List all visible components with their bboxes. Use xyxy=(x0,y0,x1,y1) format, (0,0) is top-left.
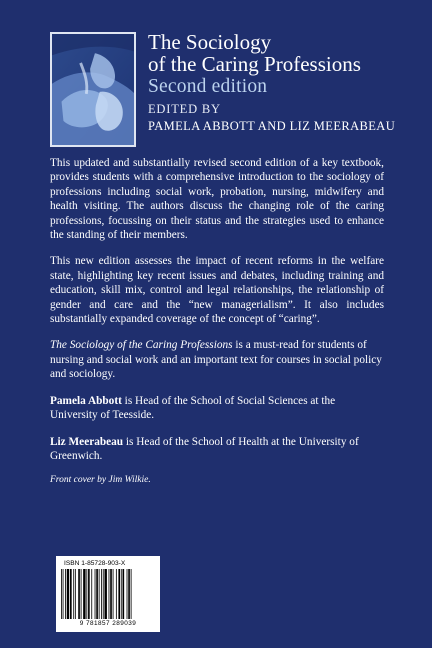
editors-names: PAMELA ABBOTT AND LIZ MEERABEAU xyxy=(148,119,396,133)
barcode-bar xyxy=(88,569,90,619)
barcode-bar xyxy=(73,569,74,619)
book-title-italic: The Sociology of the Caring Professions xyxy=(50,339,233,352)
barcode-bar xyxy=(65,569,66,619)
author-1-desc: is Head of the School of Social Sciences at the University of Teesside. xyxy=(50,394,336,422)
title-line-2: of the Caring Professions xyxy=(148,52,361,76)
barcode-bar xyxy=(83,569,85,619)
cover-credit xyxy=(50,473,384,487)
barcode-bar xyxy=(70,569,72,619)
author-2-desc: is Head of the School of Health at the University of Greenwich. xyxy=(50,435,359,462)
barcode-bar xyxy=(81,569,82,619)
barcode-bar xyxy=(101,569,102,619)
author-bio-2 xyxy=(50,435,384,464)
barcode-bar xyxy=(110,569,112,619)
barcode-bar xyxy=(63,569,64,619)
cover-photo xyxy=(50,32,136,147)
barcode-bar xyxy=(127,569,128,619)
barcode-box xyxy=(56,556,160,632)
barcode-bar xyxy=(78,569,80,619)
book-title xyxy=(148,31,418,75)
blurb-paragraph-2: This new edition assesses the impact of recent reforms in the welfare state, highlighting key recent issues and debates, including training and education, skill mix, control and legal relationships, the relationship of gender and care and the “new managerialism”. It also includes substantially expanded coverage of the concept of “caring”. xyxy=(50,255,384,326)
barcode-digits: 9 781857 289039 xyxy=(79,620,137,627)
barcode-bar xyxy=(104,569,106,619)
barcode-bar xyxy=(99,569,100,619)
edited-by-label: EDITED BY xyxy=(148,102,221,116)
barcode-bar xyxy=(75,569,76,619)
barcode-bar xyxy=(128,569,130,619)
author-2-name: Liz Meerabeau xyxy=(50,435,124,448)
barcode-bar xyxy=(96,569,98,619)
barcode-bar xyxy=(113,569,114,619)
credit-label: Front cover by xyxy=(50,475,109,486)
blurb xyxy=(50,156,384,500)
barcode-bar xyxy=(95,569,96,619)
barcode-bar xyxy=(61,569,62,619)
blurb-paragraph-3-text: is a must-read for students of nursing and social work and an important text for courses in social policy and sociology. xyxy=(50,339,382,381)
edition-label: Second edition xyxy=(148,76,268,97)
title-line-1: The Sociology xyxy=(148,30,272,54)
author-1-name: Pamela Abbott xyxy=(50,394,122,407)
barcode-bar xyxy=(116,569,117,619)
blurb-paragraph-3 xyxy=(50,338,384,381)
barcode-icon xyxy=(61,569,155,623)
hands-photo-icon xyxy=(52,34,134,145)
barcode-bar xyxy=(109,569,110,619)
barcode-bar xyxy=(118,569,120,619)
barcode-bar xyxy=(86,569,87,619)
barcode-bar xyxy=(121,569,122,619)
barcode-bar xyxy=(123,569,125,619)
author-bio-1 xyxy=(50,394,384,423)
isbn-label: ISBN 1-85728-903-X xyxy=(64,560,126,567)
barcode-bar xyxy=(103,569,104,619)
blurb-paragraph-1: This updated and substantially revised second edition of a key textbook, provides students with a comprehensive introduction to the sociology of professions including social work, probation, nursing, midwifery and health visiting. The authors discuss the changing role of the caring professions, focussing on their status and the strategies used to enhance the standing of their members. xyxy=(50,157,384,242)
barcode-bar xyxy=(91,569,92,619)
barcode-bar xyxy=(67,569,69,619)
credit-name: Jim Wilkie. xyxy=(108,475,151,486)
barcode-bar xyxy=(131,569,132,619)
